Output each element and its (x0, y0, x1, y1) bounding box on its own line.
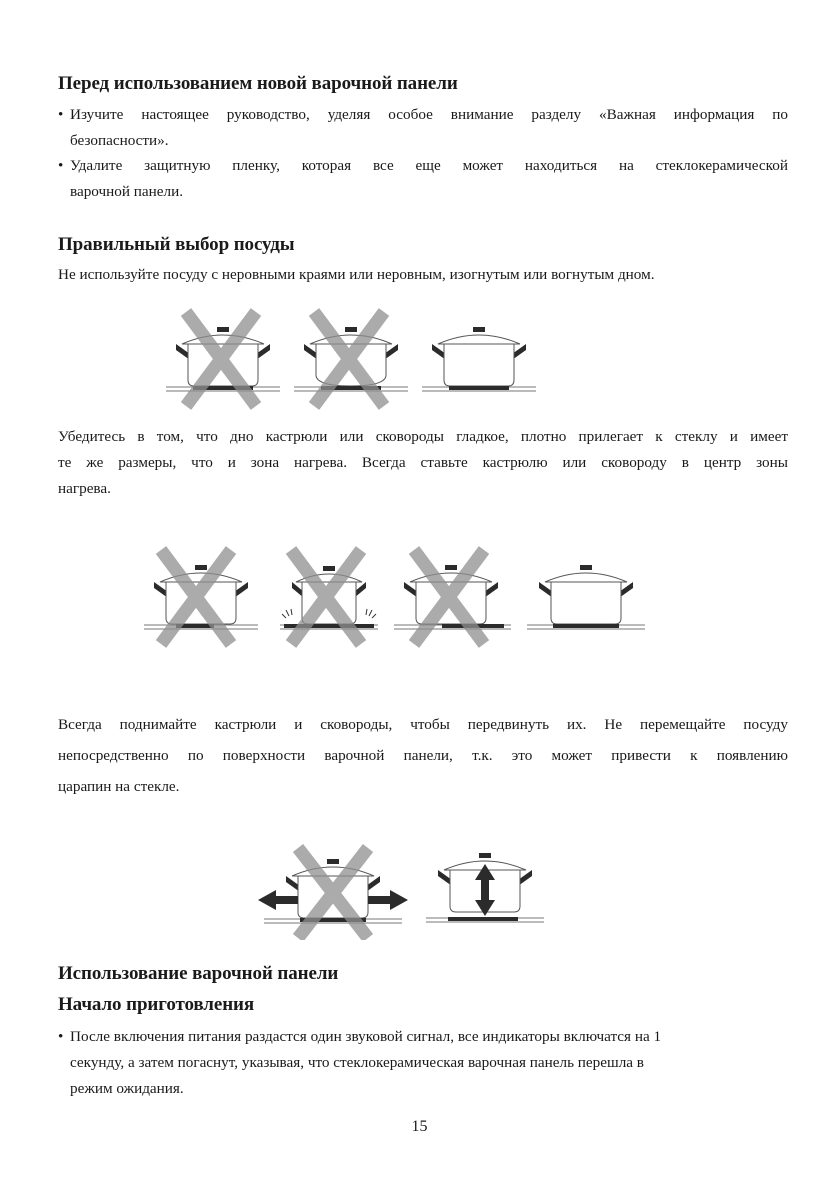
bullet-line: После включения питания раздастся один звуковой сигнал, все индикаторы включатся на 1 (70, 1028, 662, 1045)
paragraph-line: Всегда поднимайте кастрюли и сковороды, чтобы передвинуть их. Не перемещайте посуду (58, 716, 788, 733)
paragraph-line: нагрева. (58, 480, 111, 497)
figure-pot-moving (248, 830, 548, 940)
paragraph-lift-pots (58, 709, 788, 802)
arrow-left-icon (258, 890, 298, 910)
bullet-item (58, 102, 788, 154)
pot-correct-icon (527, 565, 645, 629)
bullet-item (58, 1024, 788, 1102)
bullet-line: варочной панели. (70, 183, 184, 200)
bullet-dot: • (58, 157, 64, 174)
bullet-item (58, 153, 788, 205)
page-number: 15 (411, 1118, 428, 1135)
bullet-line: безопасности». (70, 132, 169, 149)
paragraph-line: непосредственно по поверхности варочной панели, т.к. это может привести к появлению (58, 747, 788, 764)
section-title-before-use: Перед использованием новой варочной панели (58, 73, 458, 94)
pot-flat-base-icon (422, 327, 536, 391)
section-title-using-hob: Использование варочной панели (58, 963, 339, 984)
section-title-cookware: Правильный выбор посуды (58, 234, 295, 255)
arrow-right-icon (368, 890, 408, 910)
paragraph-line: те же размеры, что и зона нагрева. Всегда ставьте кастрюлю или сковороду в центр зоны (58, 454, 788, 471)
figure-pot-bases (158, 300, 558, 415)
figure-pot-sizes (136, 538, 656, 653)
paragraph-base-fit (58, 424, 788, 502)
paragraph-cookware-edges: Не используйте посуду с неровными краями или неровным, изогнутым или вогнутым дном. (58, 266, 655, 283)
bullet-line: режим ожидания. (70, 1080, 184, 1097)
bullet-line: Изучите настоящее руководство, уделяя особое внимание разделу «Важная информация по (70, 106, 788, 123)
paragraph-line: царапин на стекле. (58, 778, 180, 795)
bullet-dot: • (58, 106, 64, 123)
bullet-line: Удалите защитную пленку, которая все еще может находиться на стеклокерамической (70, 157, 788, 174)
bullet-dot: • (58, 1028, 64, 1045)
section-subtitle-start-cooking: Начало приготовления (58, 994, 255, 1015)
paragraph-line: Убедитесь в том, что дно кастрюли или сковороды гладкое, плотно прилегает к стеклу и имеет (58, 428, 788, 445)
bullet-line: секунду, а затем погаснут, указывая, что стеклокерамическая варочная панель перешла в (70, 1054, 644, 1071)
pot-lifting-icon (426, 853, 544, 922)
